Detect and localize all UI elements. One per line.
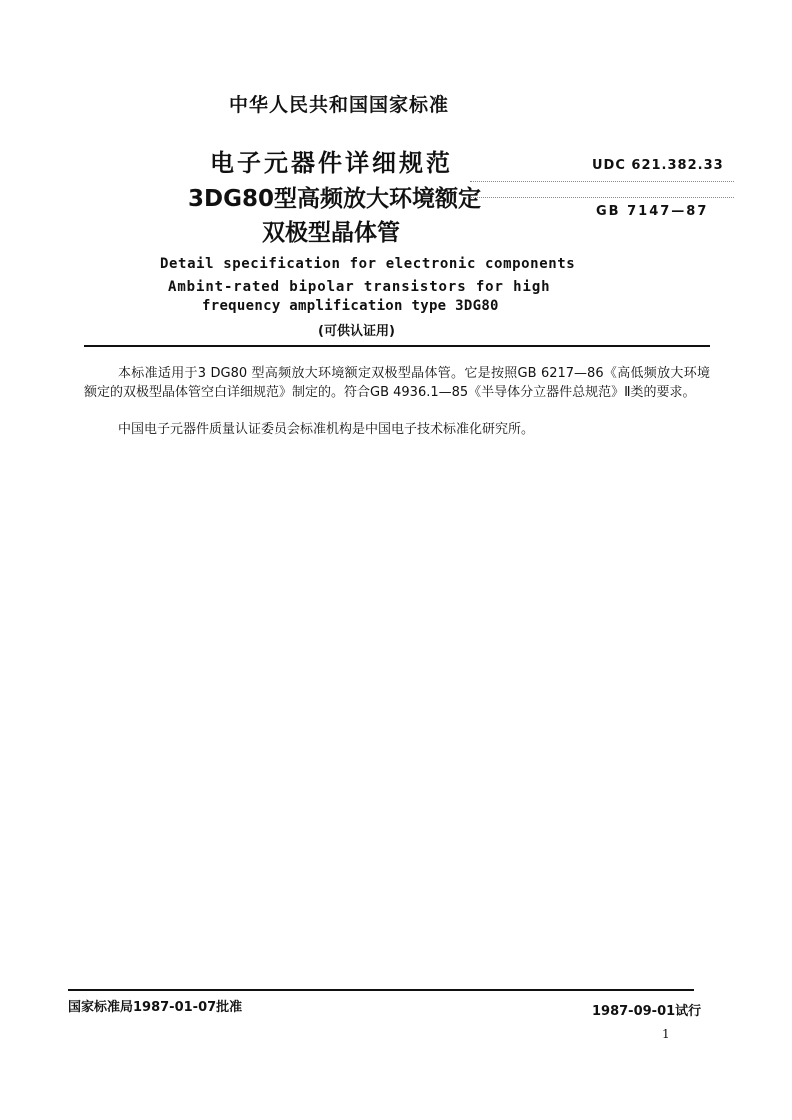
udc-code: UDC 621.382.33 — [592, 158, 724, 173]
scope-paragraph: 本标准适用于3 DG80 型高频放大环境额定双极型晶体管。它是按照GB 6217—86《高低频放大环境额定的双极型晶体管空白详细规范》制定的。符合GB 4936.1—85《半导体分立器件总规范》Ⅱ类的要求。 — [84, 366, 710, 400]
gb-dotted-rule — [470, 197, 734, 198]
gb-number: GB 7147—87 — [596, 204, 709, 219]
title-cn-line3: 双极型晶体管 — [262, 220, 400, 246]
title-en-line1: Detail specification for electronic components — [160, 256, 576, 272]
udc-dotted-rule — [470, 181, 734, 182]
title-en-line3: frequency amplification type 3DG80 — [202, 298, 499, 314]
footer-divider — [68, 989, 694, 991]
national-standard-heading: 中华人民共和国国家标准 — [229, 94, 450, 116]
authority-paragraph: 中国电子元器件质量认证委员会标准机构是中国电子技术标准化研究所。 — [118, 422, 535, 437]
title-en-line2: Ambint-rated bipolar transistors for high — [168, 279, 551, 295]
certification-note: (可供认证用) — [318, 324, 395, 339]
body-text — [84, 364, 710, 439]
header-divider — [84, 345, 710, 347]
page-number: 1 — [662, 1027, 670, 1041]
title-cn-line2: 3DG80型高频放大环境额定 — [188, 186, 481, 212]
approval-date: 国家标准局1987-01-07批准 — [68, 1000, 243, 1015]
title-cn-line1: 电子元器件详细规范 — [210, 149, 453, 177]
effective-date: 1987-09-01试行 — [592, 1004, 702, 1019]
